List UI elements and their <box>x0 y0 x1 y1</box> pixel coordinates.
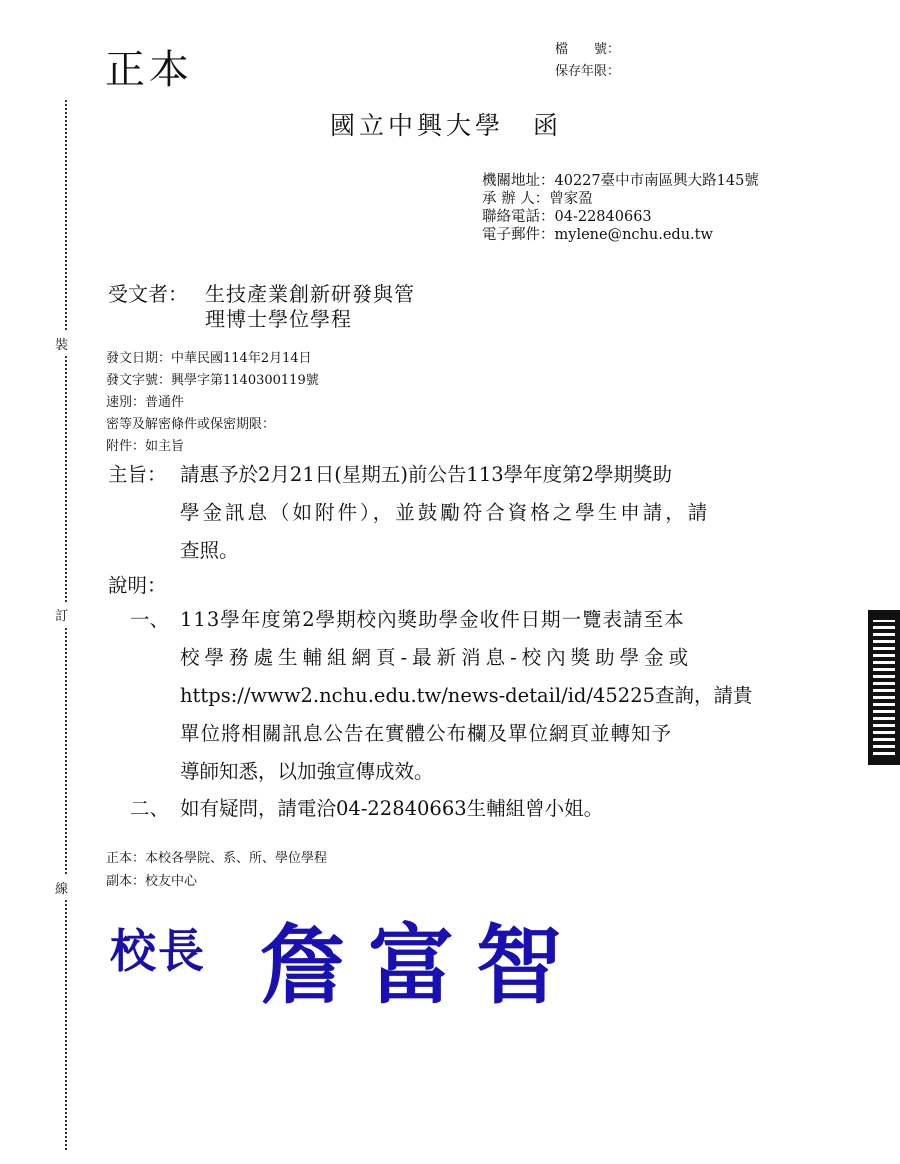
recipient-line-1: 生技產業創新研發與管 <box>205 282 415 306</box>
copy-mark: 正本 <box>105 47 193 93</box>
original-recipients: 正本：本校各學院、系、所、學位學程 <box>106 851 328 866</box>
item-1-line: 校學務處生輔組網頁-最新消息-校內獎助學金或 <box>180 646 694 669</box>
binding-mark-staple: 訂 <box>55 603 68 626</box>
subject-line: 請惠予於2月21日(星期五)前公告113學年度第2學期獎助 <box>180 463 673 486</box>
binding-mark-bind: 裝 <box>55 332 68 355</box>
subject-line: 查照。 <box>180 539 239 562</box>
item-2-line: 如有疑問，請電洽04-22840663生輔組曾小姐。 <box>180 797 604 820</box>
sender-address: 機關地址：40227臺中市南區興大路145號 <box>482 173 759 189</box>
secrecy-level: 密等及解密條件或保密期限： <box>106 417 276 432</box>
item-1-line: https://www2.nchu.edu.tw/news-detail/id/45225查詢，請貴 <box>180 684 753 707</box>
item-1-number: 一、 <box>130 608 170 631</box>
item-1-line: 導師知悉，以加強宣傳成效。 <box>180 760 434 783</box>
recipient-line-2: 理博士學位學程 <box>205 307 352 331</box>
seal-stamp-pattern <box>873 620 895 755</box>
item-1-line: 113學年度第2學期校內獎助學金收件日期一覽表請至本 <box>180 608 685 631</box>
sender-handler: 承 辦 人：曾家盈 <box>482 191 593 207</box>
retention-label: 保存年限： <box>555 64 621 79</box>
sender-phone: 聯絡電話：04-22840663 <box>482 209 652 225</box>
item-1-line: 單位將相關訊息公告在實體公布欄及單位網頁並轉知予 <box>180 722 673 745</box>
subject-label: 主旨： <box>108 463 167 486</box>
delivery-speed: 速別：普通件 <box>106 395 185 410</box>
file-number-label: 檔 號： <box>555 42 621 57</box>
recipient-label: 受文者： <box>108 282 188 306</box>
item-2-number: 二、 <box>130 797 170 820</box>
subject-line: 學金訊息（如附件），並鼓勵符合資格之學生申請，請 <box>180 501 711 524</box>
description-label: 說明： <box>108 574 167 597</box>
president-title: 校長 <box>110 924 206 978</box>
document-title: 國立中興大學 函 <box>330 111 563 140</box>
sender-email: 電子郵件：mylene@nchu.edu.tw <box>482 227 713 243</box>
attachment: 附件：如主旨 <box>106 439 185 454</box>
seal-stamp <box>868 610 900 765</box>
issue-date: 發文日期：中華民國114年2月14日 <box>106 351 312 366</box>
document-number: 發文字號：興學字第1140300119號 <box>106 373 319 388</box>
president-signature: 詹富智 <box>260 915 584 1016</box>
binding-mark-line: 線 <box>55 876 68 899</box>
copy-recipients: 副本：校友中心 <box>106 874 198 889</box>
